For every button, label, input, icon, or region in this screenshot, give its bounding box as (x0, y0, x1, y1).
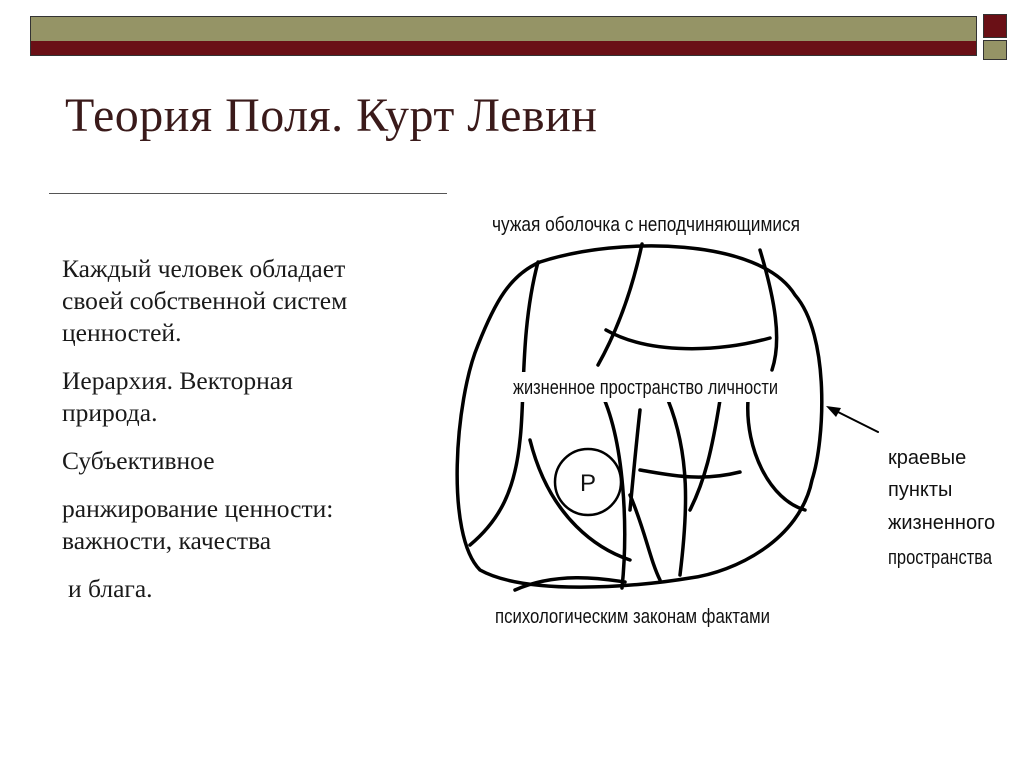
body-line: ценностей. (62, 318, 182, 347)
label-right-line: пространства (888, 547, 993, 569)
region-boundary (640, 470, 740, 477)
region-boundary (606, 330, 770, 349)
body-line: и блага. (68, 574, 153, 603)
body-line: ранжирование ценности: (62, 494, 334, 523)
body-line: природа. (62, 398, 158, 427)
region-boundary (668, 400, 686, 575)
body-line: Субъективное (62, 446, 215, 475)
label-right-line: пункты (888, 479, 953, 501)
label-right-line: краевые (888, 447, 967, 469)
arrow-head-icon (826, 406, 841, 417)
region-boundary (598, 244, 642, 365)
label-top: чужая оболочка с неподчиняющимися (492, 214, 800, 236)
body-line: Каждый человек обладает (62, 254, 346, 283)
body-line: Иерархия. Векторная (62, 366, 293, 395)
region-boundary (470, 262, 538, 545)
region-boundary (748, 400, 805, 510)
body-line: своей собственной систем (62, 286, 348, 315)
region-boundary (630, 495, 660, 580)
slide-title: Теория Поля. Курт Левин (65, 89, 598, 142)
label-person: P (579, 470, 597, 497)
region-boundary (690, 400, 720, 510)
label-bottom: психологическим законам фактами (495, 606, 770, 628)
label-middle: жизненное пространство личности (513, 377, 778, 399)
body-line: важности, качества (62, 526, 272, 555)
label-right-line: жизненного (888, 512, 996, 534)
